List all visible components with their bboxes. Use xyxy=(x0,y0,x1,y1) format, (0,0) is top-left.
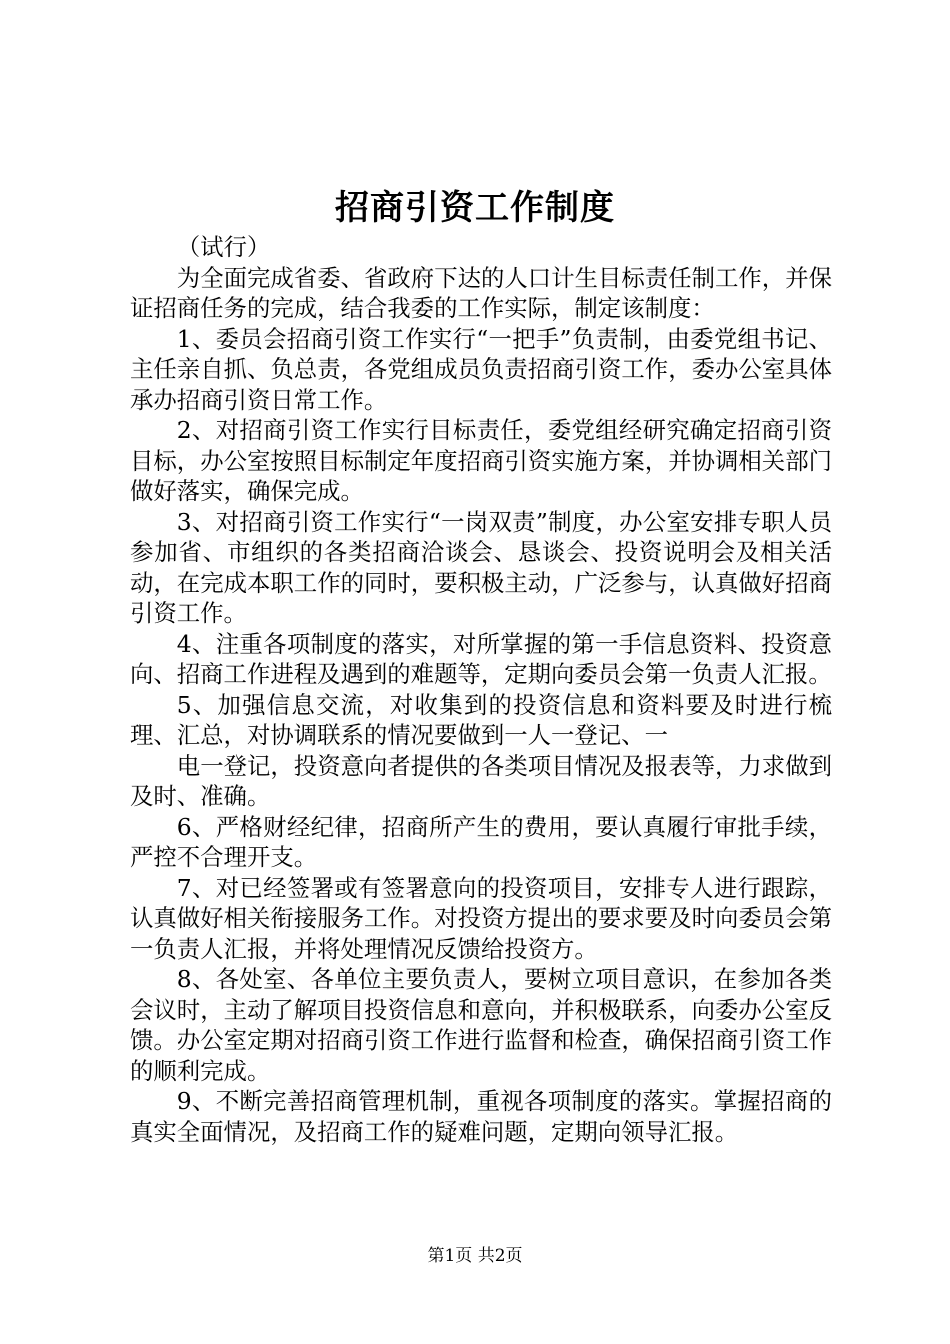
paragraph-item-5-continued: 电一登记，投资意向者提供的各类项目情况及报表等，力求做到及时、准确。 xyxy=(130,751,832,810)
paragraph-item-4: 4、注重各项制度的落实，对所掌握的第一手信息资料、投资意向、招商工作进程及遇到的难题等，定期向委员会第一负责人汇报。 xyxy=(130,629,832,688)
paragraph-item-7: 7、对已经签署或有签署意向的投资项目，安排专人进行跟踪，认真做好相关衔接服务工作。对投资方提出的要求要及时向委员会第一负责人汇报，并将处理情况反馈给投资方。 xyxy=(130,873,832,963)
paragraph-item-3: 3、对招商引资工作实行“一岗双责”制度，办公室安排专职人员参加省、市组织的各类招商洽谈会、恳谈会、投资说明会及相关活动，在完成本职工作的同时，要积极主动，广泛参与，认真做好招商引资工作。 xyxy=(130,507,832,627)
paragraph-item-8: 8、各处室、各单位主要负责人，要树立项目意识，在参加各类会议时，主动了解项目投资信息和意向，并积极联系，向委办公室反馈。办公室定期对招商引资工作进行监督和检查，确保招商引资工作的顺利完成。 xyxy=(130,965,832,1085)
paragraph-item-9: 9、不断完善招商管理机制，重视各项制度的落实。掌握招商的真实全面情况，及招商工作的疑难问题，定期向领导汇报。 xyxy=(130,1087,832,1146)
paragraph-item-1: 1、委员会招商引资工作实行“一把手”负责制，由委党组书记、主任亲自抓、负总责，各党组成员负责招商引资工作，委办公室具体承办招商引资日常工作。 xyxy=(130,324,832,414)
page-number-footer: 第1页 共2页 xyxy=(427,1246,523,1266)
paragraph-item-2: 2、对招商引资工作实行目标责任，委党组经研究确定招商引资目标，办公室按照目标制定年度招商引资实施方案，并协调相关部门做好落实，确保完成。 xyxy=(130,416,832,505)
document-subtitle: （试行） xyxy=(176,233,271,261)
document-body xyxy=(130,232,832,1147)
paragraph-item-5: 5、加强信息交流，对收集到的投资信息和资料要及时进行梳理、汇总，对协调联系的情况要做到一人一登记、一 xyxy=(130,690,832,749)
document-title: 招商引资工作制度 xyxy=(335,188,615,228)
paragraph-intro: 为全面完成省委、省政府下达的人口计生目标责任制工作，并保证招商任务的完成，结合我委的工作实际，制定该制度： xyxy=(130,263,832,322)
paragraph-item-6: 6、严格财经纪律，招商所产生的费用，要认真履行审批手续，严控不合理开支。 xyxy=(130,812,832,871)
